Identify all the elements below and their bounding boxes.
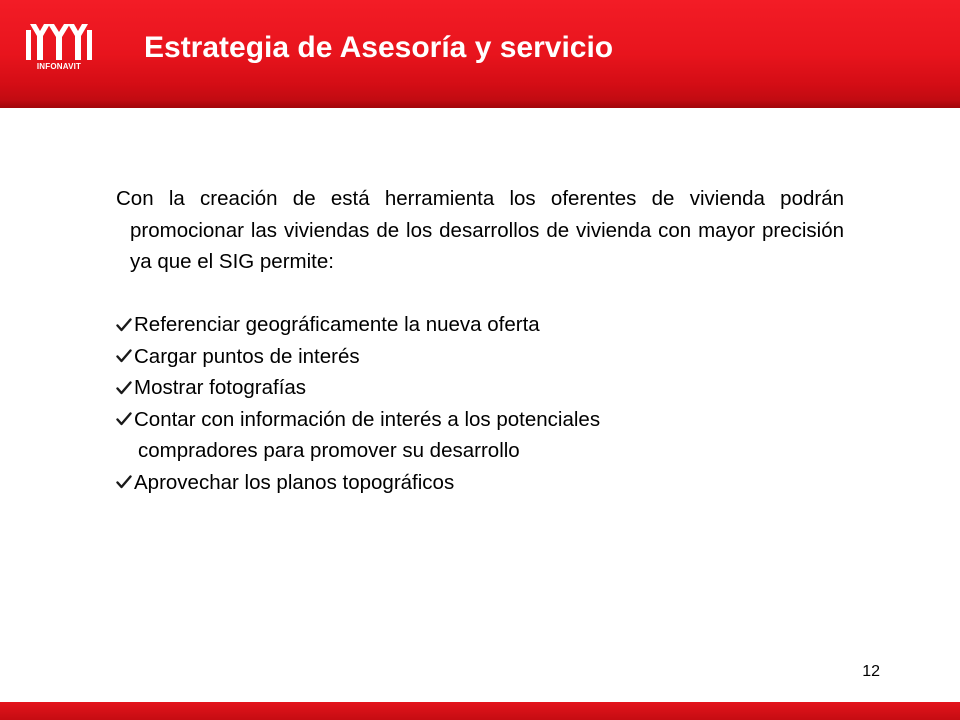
infonavit-logo xyxy=(22,20,102,78)
house-logo-icon xyxy=(22,20,96,64)
list-item xyxy=(116,341,844,373)
slide-title: Estrategia de Asesoría y servicio xyxy=(144,31,614,64)
list-item-text: Mostrar fotografías xyxy=(134,376,307,399)
list-item-line: Contar con información de interés a los potenciales xyxy=(134,407,601,431)
intro-paragraph: Con la creación de está herramienta los oferentes de vivienda podrán promocionar las viviendas de los desarrollos de vivienda con mayor precisión ya que el SIG permite: xyxy=(116,187,844,273)
list-item-text: Cargar puntos de interés xyxy=(134,344,360,368)
list-item xyxy=(116,404,844,467)
header-banner xyxy=(0,0,960,108)
page-number: 12 xyxy=(862,663,880,680)
list-item-line: compradores para promover su desarrollo xyxy=(138,439,520,462)
header-shadow xyxy=(0,100,960,108)
list-item xyxy=(116,467,844,499)
check-icon xyxy=(116,372,134,404)
check-icon xyxy=(116,309,134,341)
list-item xyxy=(116,372,844,404)
list-item-text xyxy=(134,404,844,467)
check-icon xyxy=(116,467,134,499)
checklist xyxy=(116,309,844,498)
logo-text: INFONAVIT xyxy=(36,62,82,71)
check-icon xyxy=(116,404,134,436)
list-item-text: Aprovechar los planos topográficos xyxy=(134,470,455,494)
list-item-text: Referenciar geográficamente la nueva oferta xyxy=(134,313,540,336)
slide-body xyxy=(116,183,844,498)
footer-bar xyxy=(0,702,960,720)
check-icon xyxy=(116,341,134,373)
list-item xyxy=(116,309,844,341)
